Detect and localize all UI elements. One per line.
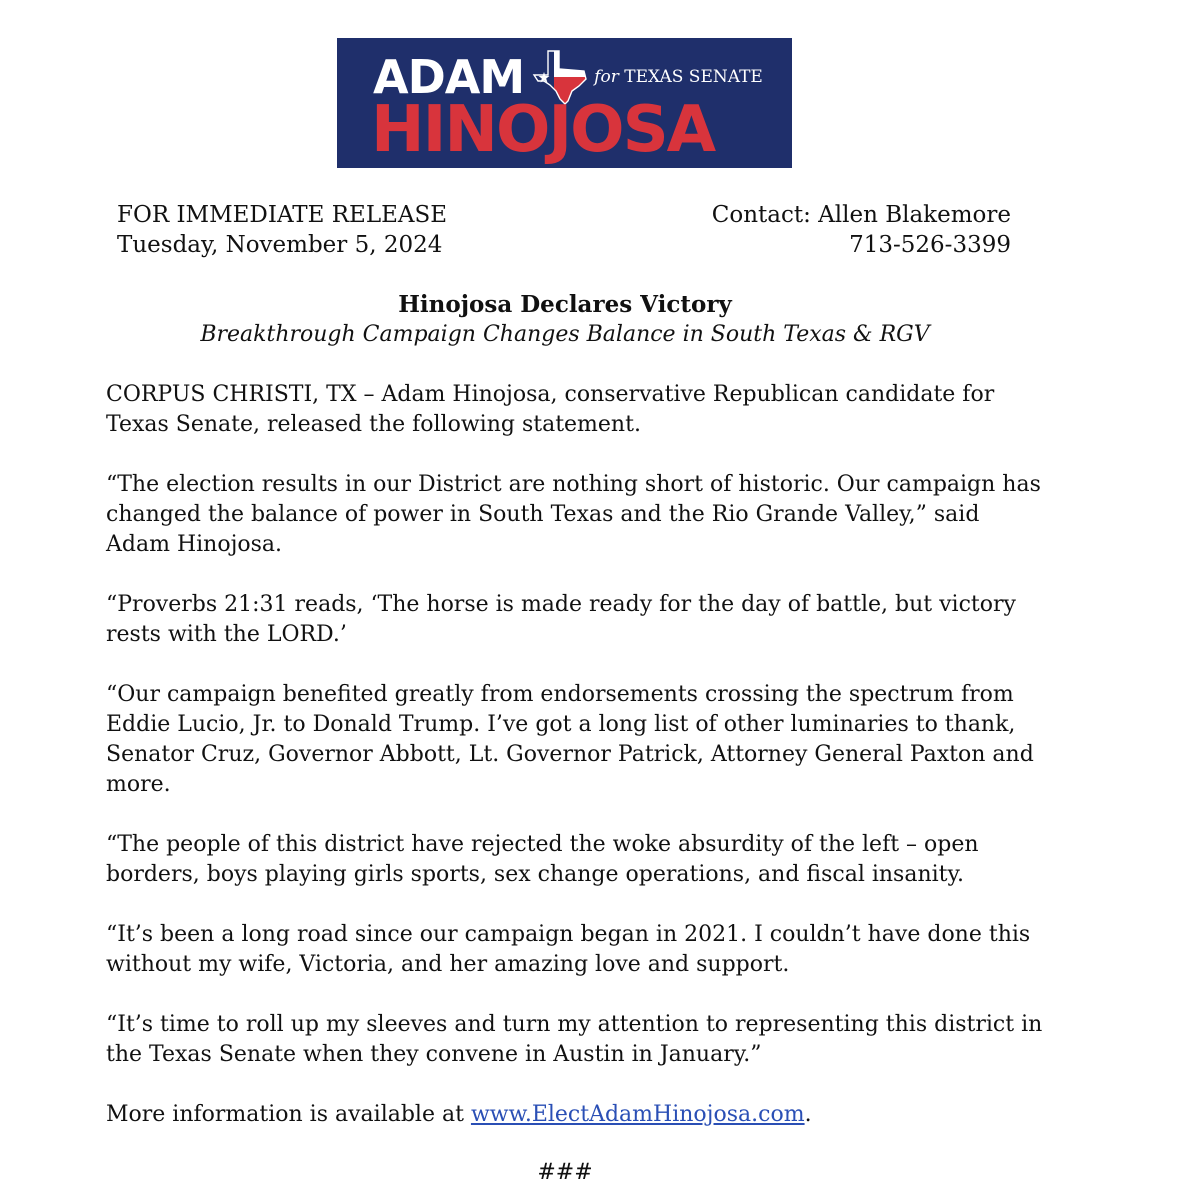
contact-info bbox=[712, 200, 1011, 260]
end-mark: ### bbox=[537, 1160, 593, 1185]
body-paragraph-dateline: CORPUS CHRISTI, TX – Adam Hinojosa, conservative Republican candidate for Texas Senate, released the following statement. bbox=[106, 382, 995, 437]
logo-for-word: for bbox=[594, 67, 619, 87]
logo-first-name: ADAM bbox=[373, 50, 525, 104]
body-paragraph-quote-road: “It’s been a long road since our campaign began in 2021. I couldn’t have done this without my wife, Victoria, and her amazing love and support. bbox=[106, 922, 1031, 977]
more-info-line bbox=[106, 1100, 1046, 1130]
logo-office: TEXAS SENATE bbox=[624, 67, 763, 87]
body-paragraph-quote-proverbs: “Proverbs 21:31 reads, ‘The horse is made ready for the day of battle, but victory rests with the LORD.’ bbox=[106, 592, 1016, 647]
more-info-prefix: More information is available at bbox=[106, 1102, 471, 1127]
body-paragraph-quote-results: “The election results in our District are nothing short of historic. Our campaign has changed the balance of power in South Texas and the Rio Grande Valley,” said Adam Hinojosa. bbox=[106, 472, 1041, 557]
headline-title: Hinojosa Declares Victory bbox=[398, 291, 732, 318]
body-paragraph-quote-district: “The people of this district have rejected the woke absurdity of the left – open borders, boys playing girls sports, sex change operations, and fiscal insanity. bbox=[106, 832, 979, 887]
contact-name: Contact: Allen Blakemore bbox=[711, 202, 1011, 228]
logo-office-text bbox=[594, 67, 763, 87]
campaign-website-link[interactable]: www.ElectAdamHinojosa.com bbox=[470, 1102, 805, 1127]
release-date: Tuesday, November 5, 2024 bbox=[117, 232, 443, 258]
contact-phone: 713-526-3399 bbox=[849, 232, 1011, 258]
release-type: FOR IMMEDIATE RELEASE bbox=[117, 202, 448, 228]
body-paragraph-quote-senate: “It’s time to roll up my sleeves and turn my attention to representing this district in the Texas Senate when they convene in Austin in January.” bbox=[106, 1012, 1043, 1067]
release-info bbox=[117, 200, 447, 260]
body-paragraph-quote-endorsements: “Our campaign benefited greatly from endorsements crossing the spectrum from Eddie Lucio, Jr. to Donald Trump. I’ve got a long list of other luminaries to thank, Senator Cruz, Governor Abbott, Lt. Governor Patrick, Attorney General Paxton and more. bbox=[106, 682, 1034, 797]
headline-subtitle: Breakthrough Campaign Changes Balance in South Texas & RGV bbox=[200, 322, 930, 347]
more-info-suffix: . bbox=[804, 1102, 812, 1127]
campaign-logo bbox=[337, 38, 792, 168]
logo-last-name: HINOJOSA bbox=[371, 93, 715, 167]
release-body bbox=[106, 380, 1046, 1160]
